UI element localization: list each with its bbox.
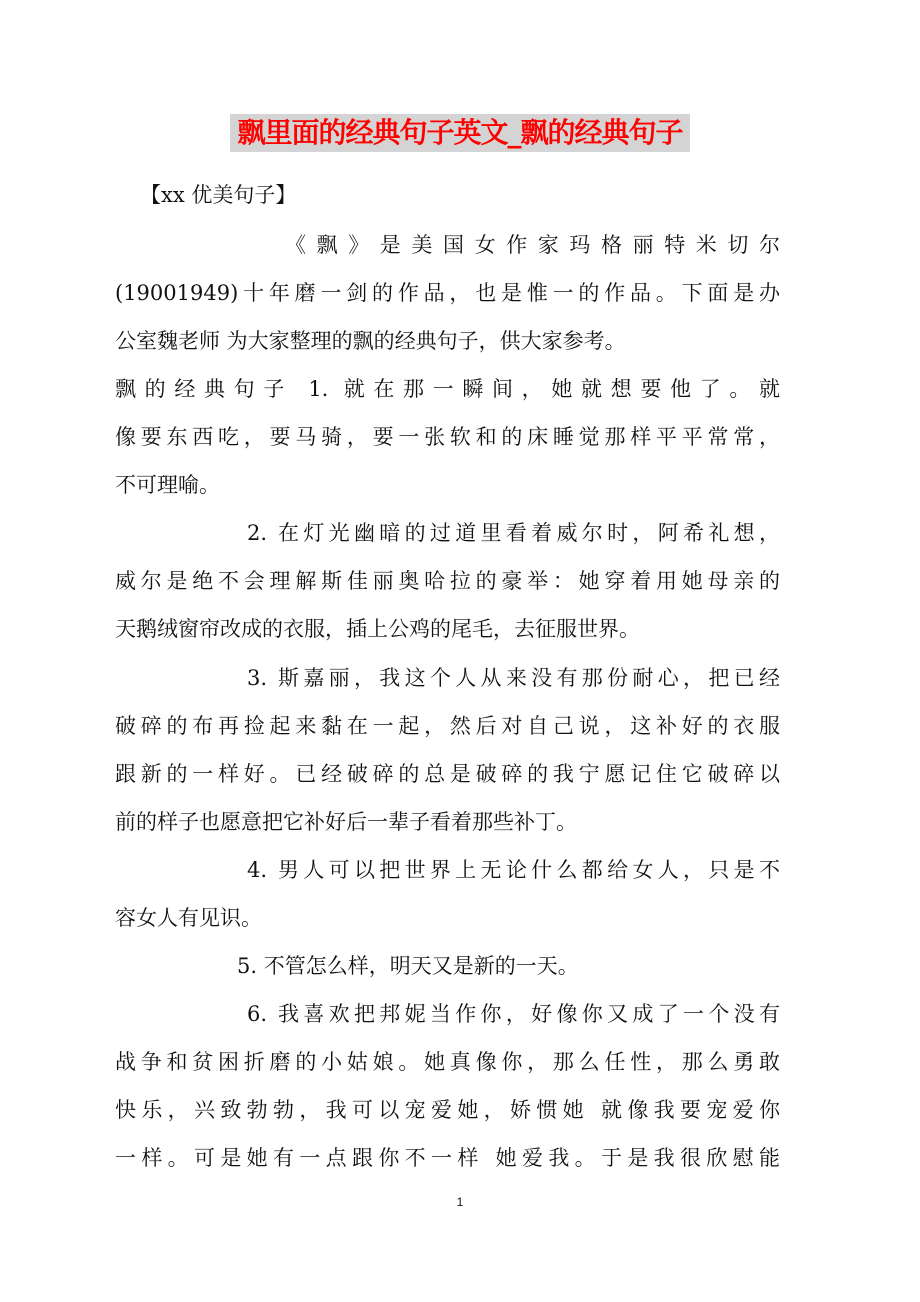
text-line: 4. 男人可以把世界上无论什么都给女人，只是不 xyxy=(247,858,780,882)
text-line: 3. 斯嘉丽，我这个人从来没有那份耐心，把已经 xyxy=(247,666,780,690)
text-line: 战争和贫困折磨的小姑娘。她真像你，那么任性，那么勇敢 xyxy=(115,1050,780,1074)
document-title: 飘里面的经典句子英文_飘的经典句子 xyxy=(230,114,690,152)
text-line: 跟新的一样好。已经破碎的总是破碎的我宁愿记住它破碎以 xyxy=(115,762,780,786)
text-line: 6. 我喜欢把邦妮当作你，好像你又成了一个没有 xyxy=(247,1002,780,1026)
text-line: 飘的经典句子 1. 就在那一瞬间，她就想要他了。就 xyxy=(115,377,780,401)
text-line: 容女人有见识。 xyxy=(115,906,262,930)
text-line: 快乐，兴致勃勃，我可以宠爱她，娇惯她 就像我要宠爱你 xyxy=(115,1098,780,1122)
page-number: 1 xyxy=(456,1195,464,1209)
text-line: 《飘》是美国女作家玛格丽特米切尔 xyxy=(285,233,780,257)
text-line: 公室魏老师 为大家整理的飘的经典句子，供大家参考。 xyxy=(115,329,626,353)
text-line: 一样。可是她有一点跟你不一样 她爱我。于是我很欣慰能 xyxy=(115,1146,780,1170)
text-line: 2. 在灯光幽暗的过道里看着威尔时，阿希礼想， xyxy=(247,521,780,545)
text-line: 天鹅绒窗帘改成的衣服，插上公鸡的尾毛，去征服世界。 xyxy=(115,617,640,641)
text-line: (19001949)十年磨一剑的作品，也是惟一的作品。下面是办 xyxy=(115,281,780,305)
text-line: 不可理喻。 xyxy=(115,473,220,497)
text-line: 破碎的布再捡起来黏在一起，然后对自己说，这补好的衣服 xyxy=(115,714,780,738)
text-line: 像要东西吃，要马骑，要一张软和的床睡觉那样平平常常， xyxy=(115,425,780,449)
text-line: 威尔是绝不会理解斯佳丽奥哈拉的豪举：她穿着用她母亲的 xyxy=(115,569,780,593)
text-line: 前的样子也愿意把它补好后一辈子看着那些补丁。 xyxy=(115,810,577,834)
text-line: 5. 不管怎么样，明天又是新的一天。 xyxy=(237,954,579,978)
text-line: 【xx 优美句子】 xyxy=(140,183,297,207)
